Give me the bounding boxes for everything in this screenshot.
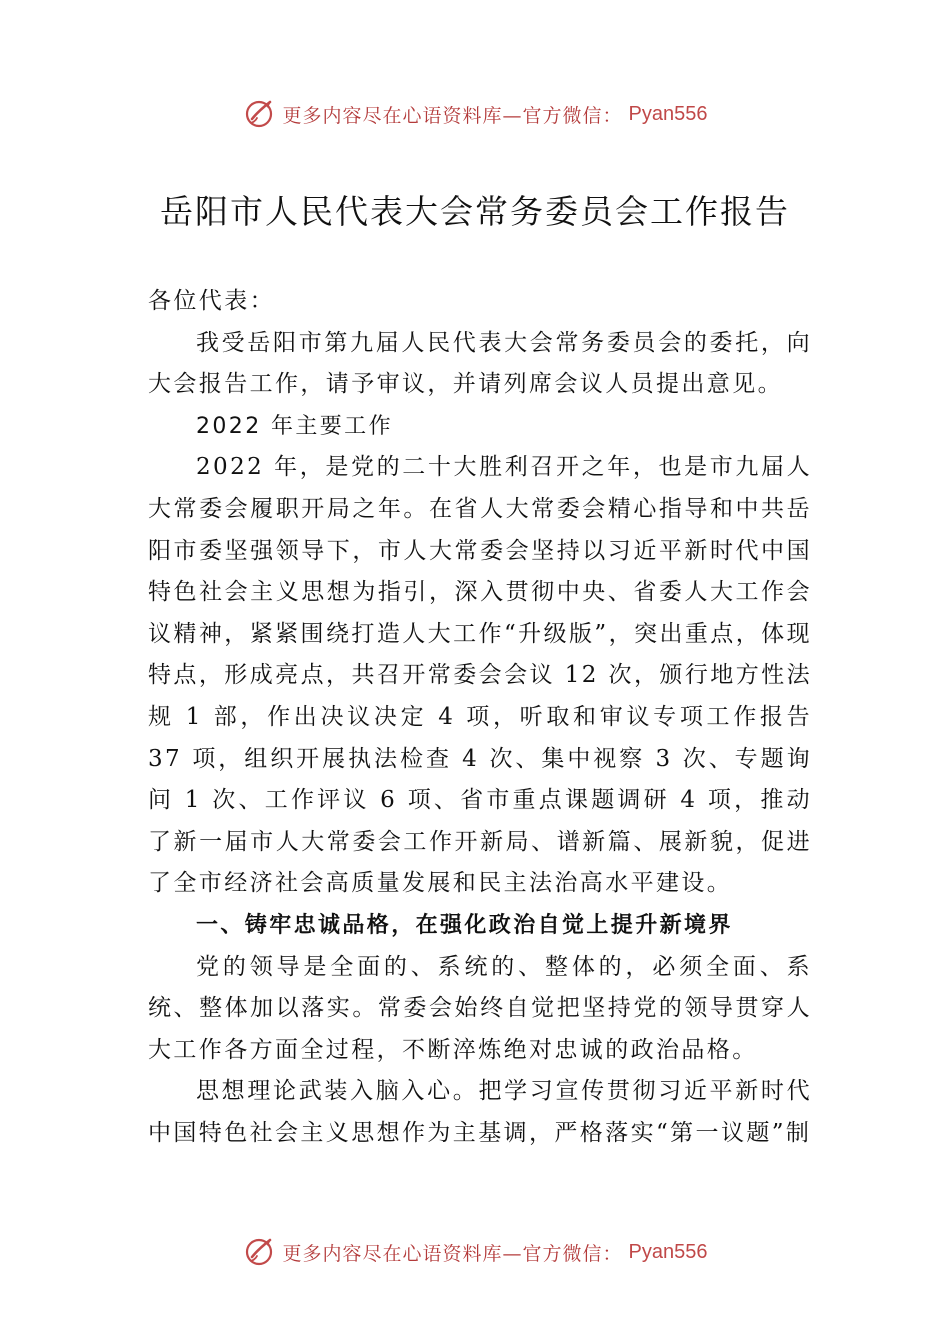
section-heading: 一、铸牢忠诚品格，在强化政治自觉上提升新境界 <box>196 912 733 938</box>
banner-text: 更多内容尽在心语资料库—官方微信： <box>282 1242 623 1265</box>
wechat-id: Pyan556 <box>628 102 708 125</box>
paragraph: 我受岳阳市第九届人民代表大会常务委员会的委托，向大会报告工作，请予审议，并请列席会议人员提出意见。 <box>148 329 812 398</box>
pen-logo-icon <box>243 97 277 131</box>
header-banner <box>0 94 950 134</box>
footer-banner <box>0 1232 950 1272</box>
section-heading: 2022 年主要工作 <box>196 413 393 439</box>
paragraph: 2022 年，是党的二十大胜利召开之年，也是市九届人大常委会履职开局之年。在省人大常委会精心指导和中共岳阳市委坚强领导下，市人大常委会坚持以习近平新时代中国特色社会主义思想为指引，深入贯彻中央、省委人大工作会议精神，紧紧围绕打造人大工作“升级版”，突出重点，体现特点，形成亮点，共召开常委会会议 12 次，颁行地方性法规 1 部，作出决议决定 4 项，听取和审议专项工作报告 37 项，组织开展执法检查 4 次、集中视察 3 次、专题询问 1 次、工作评议 6 项、省市重点课题调研 4 项，推动了新一届市人大常委会工作开新局、谱新篇、展新貌，促进了全市经济社会高质量发展和民主法治高水平建设。 <box>148 454 812 897</box>
pen-logo-icon <box>243 1235 277 1269</box>
paragraph: 党的领导是全面的、系统的、整体的，必须全面、系统、整体加以落实。常委会始终自觉把坚持党的领导贯穿人大工作各方面全过程，不断淬炼绝对忠诚的政治品格。 <box>148 953 812 1063</box>
paragraph: 思想理论武装入脑入心。把学习宣传贯彻习近平新时代中国特色社会主义思想作为主基调，严格落实“第一议题”制 <box>148 1078 812 1146</box>
wechat-id: Pyan556 <box>628 1240 708 1263</box>
salutation: 各位代表： <box>148 288 275 314</box>
document-body <box>148 281 812 1154</box>
document-title: 岳阳市人民代表大会常务委员会工作报告 <box>160 192 790 231</box>
banner-text: 更多内容尽在心语资料库—官方微信： <box>282 104 623 127</box>
